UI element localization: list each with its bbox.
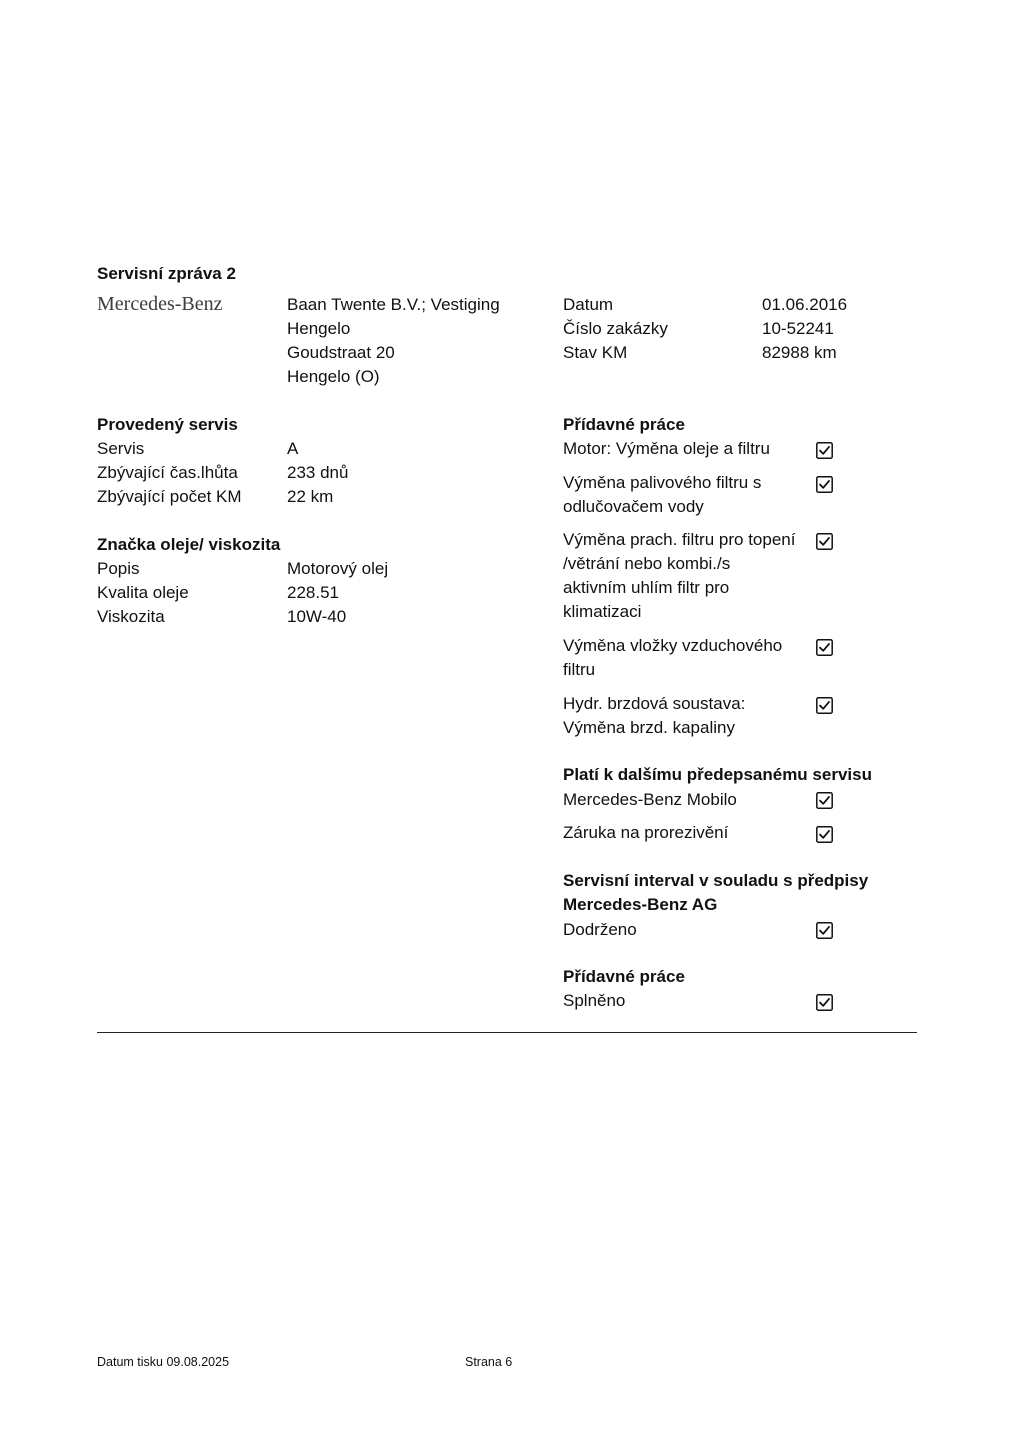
order-date-value: 01.06.2016: [762, 295, 848, 314]
checkbox-checked-icon: [816, 533, 833, 550]
field-value: 228.51: [287, 583, 339, 602]
field-value: Motorový olej: [287, 559, 389, 578]
work-item-line: Záruka na prorezivění: [563, 823, 729, 842]
dealer-address-line: Baan Twente B.V.; Vestiging: [287, 295, 500, 314]
print-date: Datum tisku 09.08.2025: [97, 1355, 230, 1369]
section-divider: [97, 1032, 917, 1033]
work-item-line: Splněno: [563, 991, 626, 1010]
order-number-value: 10-52241: [762, 319, 834, 338]
work-item-line: filtru: [563, 660, 596, 679]
checkbox-checked-icon: [816, 792, 833, 809]
field-label: Zbývající čas.lhůta: [97, 463, 238, 482]
field-value: 10W-40: [287, 607, 347, 626]
work-item-line: Hydr. brzdová soustava:: [563, 694, 746, 713]
mercedes-benz-logo: Mercedes-Benz: [97, 293, 223, 315]
section-heading: Mercedes-Benz AG: [563, 895, 718, 914]
work-item-line: Výměna brzd. kapaliny: [563, 718, 735, 737]
dealer-address-line: Hengelo: [287, 319, 351, 338]
checkbox-checked-icon: [816, 826, 833, 843]
checkbox-checked-icon: [816, 639, 833, 656]
dealer-address-line: Goudstraat 20: [287, 343, 395, 362]
work-item-line: Dodrženo: [563, 920, 637, 939]
section-heading: Servisní interval v souladu s předpisy: [563, 871, 869, 890]
work-item-line: odlučovačem vody: [563, 497, 704, 516]
field-value: A: [287, 439, 299, 458]
checkbox-checked-icon: [816, 994, 833, 1011]
checkbox-checked-icon: [816, 697, 833, 714]
work-item-line: Mercedes-Benz Mobilo: [563, 790, 737, 809]
checkbox-checked-icon: [816, 476, 833, 493]
report-title: Servisní zpráva 2: [97, 264, 236, 283]
section-heading: Platí k dalšímu předepsanému servisu: [563, 765, 872, 784]
work-item-line: /větrání nebo kombi./s: [563, 554, 731, 573]
page-number: Strana 6: [465, 1355, 513, 1369]
checkbox-checked-icon: [816, 922, 833, 939]
order-date-label: Datum: [563, 295, 614, 314]
work-item-line: Výměna prach. filtru pro topení: [563, 530, 796, 549]
field-label: Viskozita: [97, 607, 165, 626]
field-label: Servis: [97, 439, 145, 458]
field-label: Zbývající počet KM: [97, 487, 242, 506]
work-item-line: Motor: Výměna oleje a filtru: [563, 439, 770, 458]
work-item-line: aktivním uhlím filtr pro: [563, 578, 730, 597]
section-heading: Značka oleje/ viskozita: [97, 535, 281, 554]
mileage-label: Stav KM: [563, 343, 628, 362]
field-value: 233 dnů: [287, 463, 349, 482]
dealer-address-line: Hengelo (O): [287, 367, 380, 386]
section-heading: Přídavné práce: [563, 967, 685, 986]
order-number-label: Číslo zakázky: [563, 319, 668, 338]
field-label: Popis: [97, 559, 140, 578]
field-value: 22 km: [287, 487, 334, 506]
work-item-line: klimatizaci: [563, 602, 642, 621]
section-heading: Provedený servis: [97, 415, 238, 434]
work-item-line: Výměna vložky vzduchového: [563, 636, 783, 655]
checkbox-checked-icon: [816, 442, 833, 459]
mileage-value: 82988 km: [762, 343, 837, 362]
field-label: Kvalita oleje: [97, 583, 189, 602]
section-heading: Přídavné práce: [563, 415, 685, 434]
work-item-line: Výměna palivového filtru s: [563, 473, 762, 492]
